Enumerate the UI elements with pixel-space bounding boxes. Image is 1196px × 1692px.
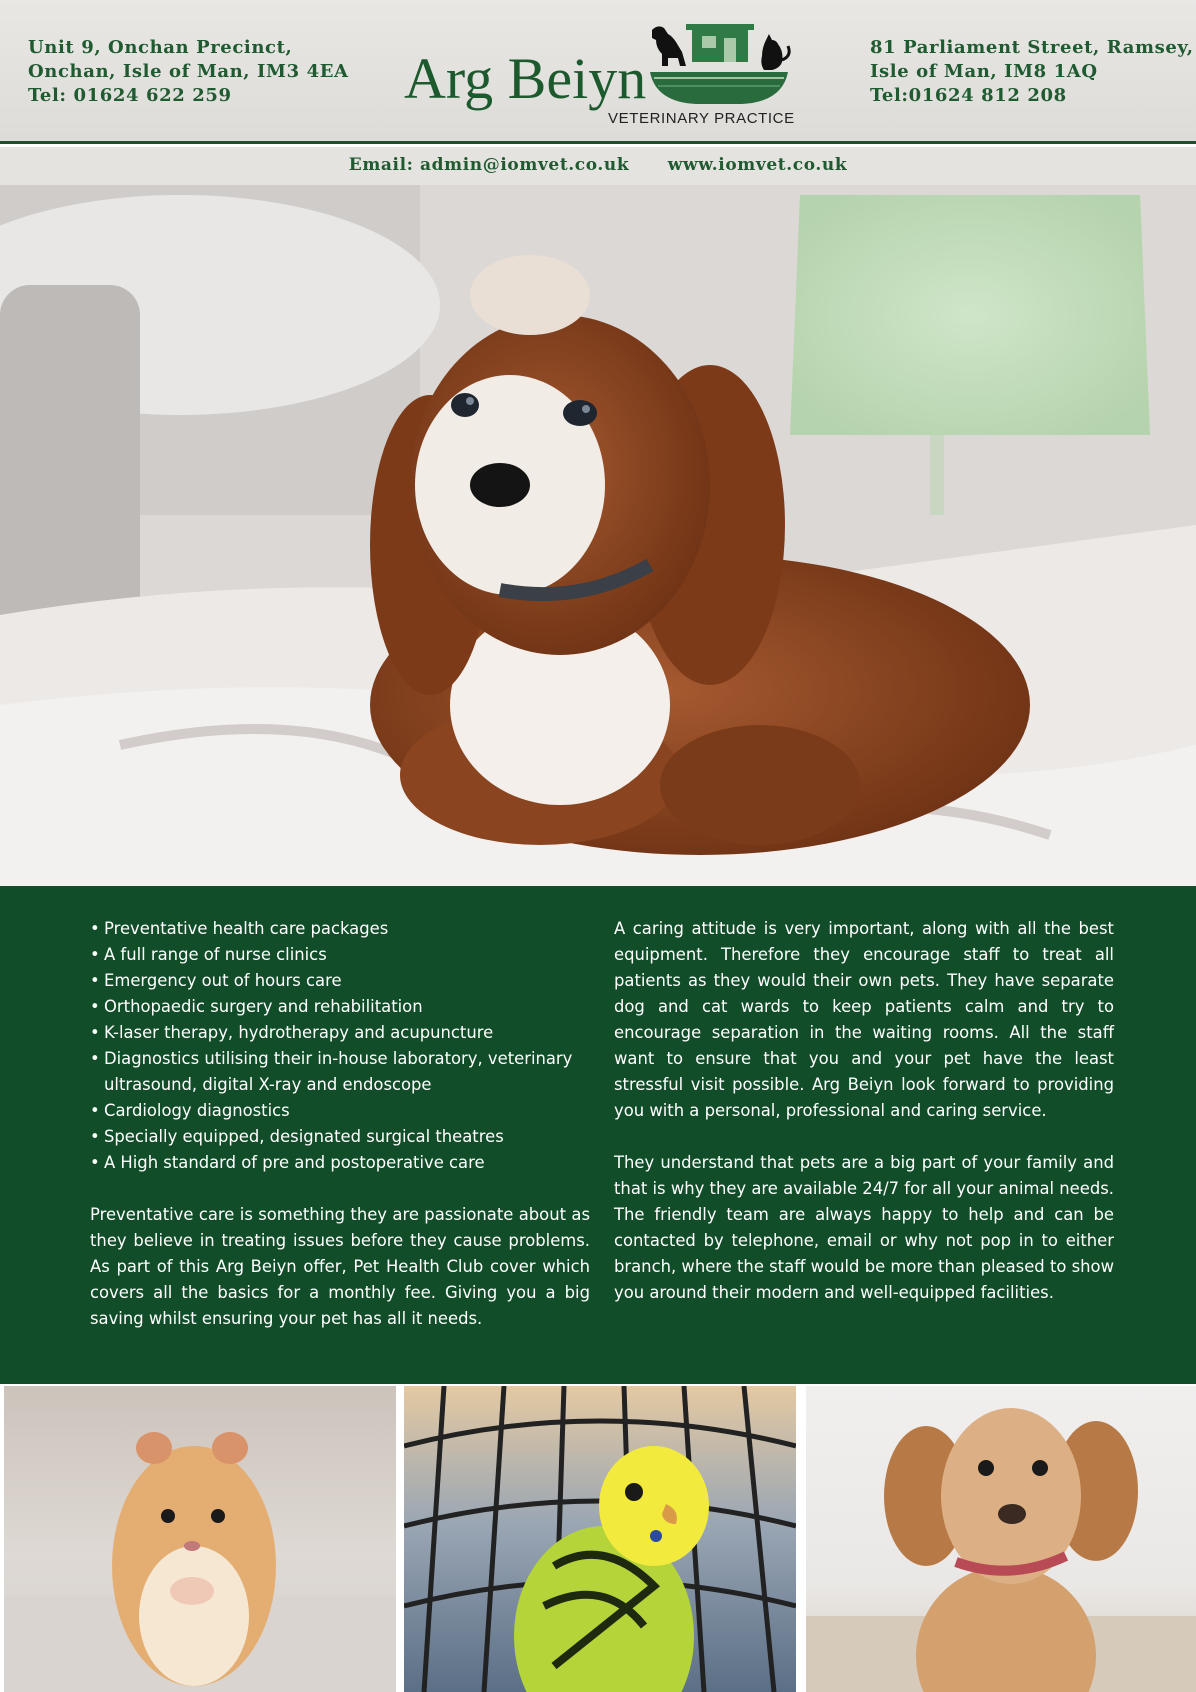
spaniel-puppy-photo xyxy=(806,1386,1196,1692)
letterhead-header xyxy=(0,0,1196,144)
list-item: • Emergency out of hours care xyxy=(90,968,590,994)
list-item: • Diagnostics utilising their in-house laboratory, veterinary ultrasound, digital X-ray and endoscope xyxy=(90,1046,590,1098)
list-item: • A High standard of pre and postoperative care xyxy=(90,1150,590,1176)
onchan-branch-address xyxy=(28,36,349,108)
services-list xyxy=(90,916,590,1176)
ramsey-address-line-2: Isle of Man, IM8 1AQ xyxy=(870,61,1098,82)
hamster-photo xyxy=(4,1386,396,1692)
right-column xyxy=(614,916,1114,1306)
email-link[interactable]: Email: admin@iomvet.co.uk xyxy=(348,155,630,175)
hamster-illustration xyxy=(4,1386,396,1692)
list-item: • A full range of nurse clinics xyxy=(90,942,590,968)
budgie-photo xyxy=(404,1386,796,1692)
puppy-illustration xyxy=(0,185,1196,886)
list-item: • Cardiology diagnostics xyxy=(90,1098,590,1124)
contact-bar xyxy=(0,147,1196,185)
onchan-phone: Tel: 01624 622 259 xyxy=(28,85,232,106)
website-link[interactable]: www.iomvet.co.uk xyxy=(667,155,848,175)
services-section xyxy=(0,886,1196,1384)
ramsey-address-line-1: 81 Parliament Street, Ramsey, xyxy=(870,37,1194,58)
list-item: • Specially equipped, designated surgical theatres xyxy=(90,1124,590,1150)
budgie-illustration xyxy=(404,1386,796,1692)
onchan-address-line-2: Onchan, Isle of Man, IM3 4EA xyxy=(28,61,349,82)
ramsey-branch-address xyxy=(870,36,1194,108)
list-item: • Orthopaedic surgery and rehabilitation xyxy=(90,994,590,1020)
hero-puppy-photo xyxy=(0,185,1196,886)
list-item: • K-laser therapy, hydrotherapy and acupuncture xyxy=(90,1020,590,1046)
list-item: • Preventative health care packages xyxy=(90,916,590,942)
brand-subtitle: VETERINARY PRACTICE xyxy=(608,110,795,127)
availability-paragraph: They understand that pets are a big part of your family and that is why they are available 24/7 for all your animal needs. The friendly team are always happy to help and can be contacted by telephone, email or why not pop in to either branch, where the staff would be more than pleased to show you around their modern and well-equipped facilities. xyxy=(614,1153,1114,1302)
ark-with-dog-and-cat-icon xyxy=(646,20,792,116)
ramsey-phone: Tel:01624 812 208 xyxy=(870,85,1067,106)
brand-name: Arg Beiyn xyxy=(404,46,647,111)
onchan-address-line-1: Unit 9, Onchan Precinct, xyxy=(28,37,293,58)
left-column xyxy=(90,916,590,1332)
caring-attitude-paragraph: A caring attitude is very important, along with all the best equipment. Therefore they encourage staff to treat all patients as they would their own pets. They have separate dog and cat wards to keep patients calm and try to encourage separation in the waiting rooms. All the staff want to ensure that you and your pet have the least stressful visit possible. Arg Beiyn look forward to providing you with a personal, professional and caring service. xyxy=(614,919,1114,1120)
preventative-care-paragraph: Preventative care is something they are passionate about as they believe in treating issues before they cause problems. As part of this Arg Beiyn offer, Pet Health Club cover which covers all the basics for a monthly fee. Giving you a big saving whilst ensuring your pet has all it needs. xyxy=(90,1205,590,1328)
spaniel-illustration xyxy=(806,1386,1196,1692)
